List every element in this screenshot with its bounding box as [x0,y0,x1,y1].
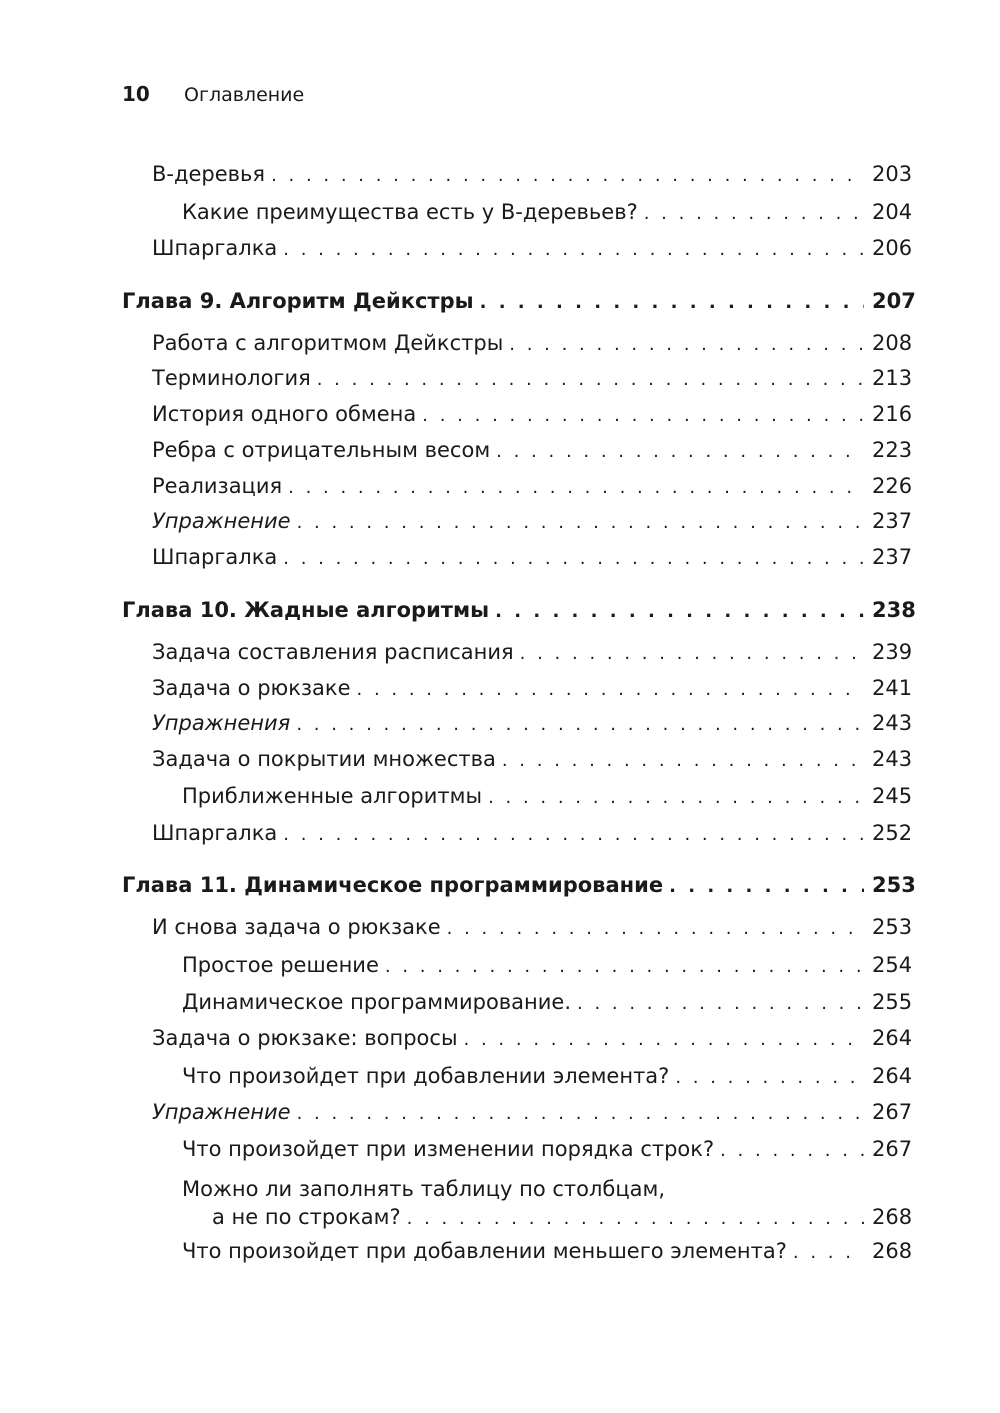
toc-entry-title: Шпаргалка [152,236,278,260]
toc-entry-title: И снова задача о рюкзаке [152,915,441,939]
toc-entry-title: Шпаргалка [152,545,278,569]
dot-leader [296,711,864,739]
toc-section-entry [0,160,913,190]
toc-entry-title: B-деревья [152,162,266,186]
dot-leader [720,1137,864,1165]
toc-entry-title: Реализация [152,474,283,498]
dot-leader [297,1100,864,1128]
running-head [122,80,304,109]
toc-page-number: 252 [872,821,913,845]
toc-entry-title: Глава 9. Алгоритм Дейкстры [122,289,474,313]
toc-chapter-entry [0,871,916,901]
toc-entry-title: Задача о покрытии множества [152,747,496,771]
toc-entry-title: Упражнения [152,711,291,735]
toc-entry-title: Можно ли заполнять таблицу по столбцам, [182,1177,666,1201]
toc-page-number: 226 [872,474,913,498]
toc-section-entry [0,1135,913,1165]
toc-entry-title: Динамическое программирование. [182,990,572,1014]
toc-page-number: 253 [872,915,913,939]
toc-section-entry [0,745,913,775]
dot-leader [283,236,864,264]
toc-page-number: 268 [872,1205,913,1229]
toc-page-number: 237 [872,545,913,569]
toc-page-number: 206 [872,236,913,260]
toc-section-entry [0,364,913,394]
dot-leader [495,598,864,626]
toc-section-entry [0,436,913,466]
running-title: Оглавление [184,84,305,106]
dot-leader [520,640,864,668]
toc-entry-title: Задача о рюкзаке: вопросы [152,1026,458,1050]
toc-entry-title: История одного обмена [152,402,417,426]
dot-leader [283,545,864,573]
toc-section-entry [0,1098,913,1128]
toc-section-entry [0,329,913,359]
toc-section-entry [0,507,913,537]
toc-page-number: 239 [872,640,913,664]
toc-section-entry [0,198,913,228]
dot-leader [644,200,864,228]
toc-page-number: 253 [872,873,916,897]
toc-page-number: 245 [872,784,913,808]
toc-section-entry [0,638,913,668]
dot-leader [509,331,864,359]
toc-entry-title-continuation: а не по строкам? [212,1205,401,1229]
toc-chapter-entry [0,596,916,626]
dot-leader [297,509,864,537]
toc-entry-title: Какие преимущества есть у B-деревьев? [182,200,638,224]
toc-entry-title: Задача составления расписания [152,640,514,664]
toc-section-entry [0,543,913,573]
toc-section-entry [0,1175,913,1233]
toc-page-number: 216 [872,402,913,426]
toc-entry-title: Работа с алгоритмом Дейкстры [152,331,504,355]
toc-entry-title: Упражнение [152,509,291,533]
toc-section-entry [0,234,913,264]
dot-leader [447,915,864,943]
dot-leader [407,1205,864,1233]
toc-page-number: 204 [872,200,913,224]
toc-page-number: 267 [872,1100,913,1124]
toc-page-number: 237 [872,509,913,533]
toc-page-number: 208 [872,331,913,355]
toc-page-number: 223 [872,438,913,462]
dot-leader [385,953,864,981]
dot-leader [271,162,864,190]
toc-chapter-entry [0,287,916,317]
toc-entry-title: Что произойдет при добавлении меньшего элемента? [182,1239,787,1263]
toc-page-number: 241 [872,676,913,700]
toc-entry-title: Шпаргалка [152,821,278,845]
toc-page-number: 203 [872,162,913,186]
dot-leader [283,821,864,849]
toc-entry-title: Задача о рюкзаке [152,676,351,700]
toc-page-number: 243 [872,711,913,735]
toc-page-number: 264 [872,1026,913,1050]
toc-section-entry [0,951,913,981]
toc-entry-title: Терминология [152,366,311,390]
toc-page-number: 207 [872,289,916,313]
dot-leader [577,990,864,1018]
dot-leader [793,1239,864,1267]
toc-section-entry [0,472,913,502]
dot-leader [488,784,864,812]
dot-leader [669,873,864,901]
toc-section-entry [0,1062,913,1092]
toc-entry-title: Глава 10. Жадные алгоритмы [122,598,490,622]
toc-entry-title: Простое решение [182,953,379,977]
dot-leader [502,747,864,775]
toc-page-number: 255 [872,990,913,1014]
toc-section-entry [0,819,913,849]
toc-entry-title: Приближенные алгоритмы [182,784,483,808]
dot-leader [464,1026,864,1054]
dot-leader [675,1064,864,1092]
toc-entry-title: Что произойдет при изменении порядка строк? [182,1137,715,1161]
toc-section-entry [0,709,913,739]
toc-section-entry [0,1237,913,1267]
toc-section-entry [0,913,913,943]
dot-leader [480,289,864,317]
toc-page-number: 243 [872,747,913,771]
dot-leader [422,402,864,430]
toc-entry-title: Глава 11. Динамическое программирование [122,873,664,897]
toc-entry-title: Упражнение [152,1100,291,1124]
toc-section-entry [0,400,913,430]
page-number: 10 [122,82,150,106]
toc-section-entry [0,782,913,812]
toc-page-number: 254 [872,953,913,977]
toc-page-number: 268 [872,1239,913,1263]
dot-leader [317,366,864,394]
dot-leader [288,474,864,502]
toc-section-entry [0,674,913,704]
toc-entry-title: Что произойдет при добавлении элемента? [182,1064,670,1088]
toc-section-entry [0,988,913,1018]
toc-page-number: 238 [872,598,916,622]
dot-leader [357,676,864,704]
toc-entry-title: Ребра с отрицательным весом [152,438,491,462]
toc-page-number: 267 [872,1137,913,1161]
toc-page-number: 264 [872,1064,913,1088]
toc-page-number: 213 [872,366,913,390]
toc-section-entry [0,1024,913,1054]
dot-leader [496,438,864,466]
